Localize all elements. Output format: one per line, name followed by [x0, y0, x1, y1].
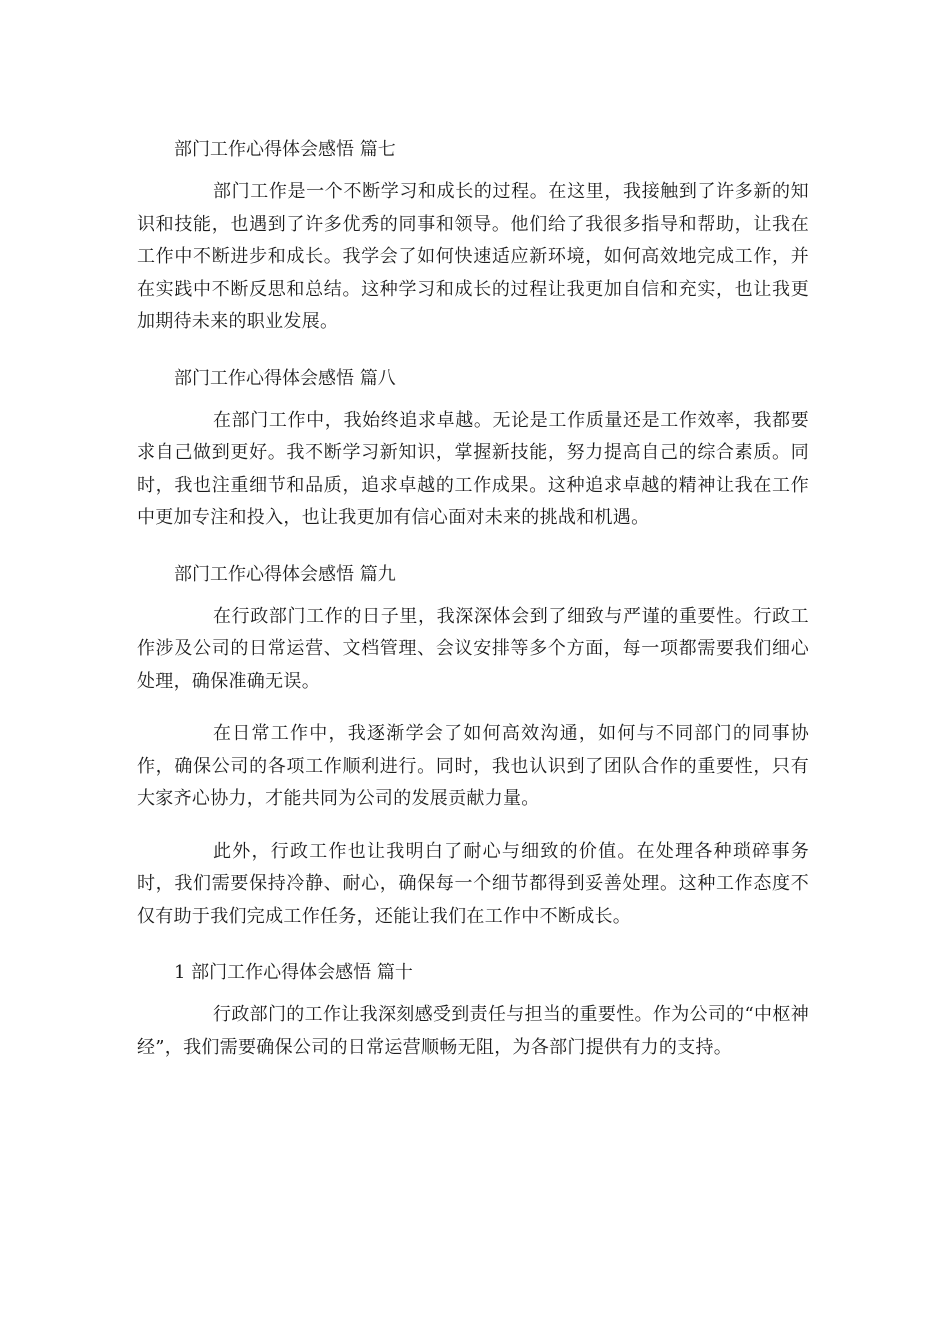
paragraph: 在部门工作中，我始终追求卓越。无论是工作质量还是工作效率，我都要求自己做到更好。我不断学习新知识，掌握新技能，努力提高自己的综合素质。同时，我也注重细节和品质，追求卓越的工作成果。这种追求卓越的精神让我在工作中更加专注和投入，也让我更加有信心面对未来的挑战和机遇。 [137, 409, 809, 528]
section-heading: 部门工作心得体会感悟 篇八 [174, 367, 396, 389]
paragraph: 此外，行政工作也让我明白了耐心与细致的价值。在处理各种琐碎事务时，我们需要保持冷静、耐心，确保每一个细节都得到妥善处理。这种工作态度不仅有助于我们完成工作任务，还能让我们在工作中不断成长。 [137, 840, 809, 927]
section-heading: 1 部门工作心得体会感悟 篇十 [174, 962, 413, 983]
paragraph: 在日常工作中，我逐渐学会了如何高效沟通，如何与不同部门的同事协作，确保公司的各项工作顺利进行。同时，我也认识到了团队合作的重要性，只有大家齐心协力，才能共同为公司的发展贡献力量。 [137, 723, 809, 809]
section-heading: 部门工作心得体会感悟 篇九 [174, 563, 396, 585]
document-body [137, 130, 809, 1084]
paragraph: 在行政部门工作的日子里，我深深体会到了细致与严谨的重要性。行政工作涉及公司的日常运营、文档管理、会议安排等多个方面，每一项都需要我们细心处理，确保准确无误。 [137, 605, 809, 692]
section-heading: 部门工作心得体会感悟 篇七 [174, 139, 396, 160]
paragraph: 部门工作是一个不断学习和成长的过程。在这里，我接触到了许多新的知识和技能，也遇到了许多优秀的同事和领导。他们给了我很多指导和帮助，让我在工作中不断进步和成长。我学会了如何快速适应新环境，如何高效地完成工作，并在实践中不断反思和总结。这种学习和成长的过程让我更加自信和充实，也让我更加期待未来的职业发展。 [137, 181, 809, 332]
paragraph: 行政部门的工作让我深刻感受到责任与担当的重要性。作为公司的“中枢神经”，我们需要确保公司的日常运营顺畅无阻，为各部门提供有力的支持。 [137, 1004, 809, 1058]
